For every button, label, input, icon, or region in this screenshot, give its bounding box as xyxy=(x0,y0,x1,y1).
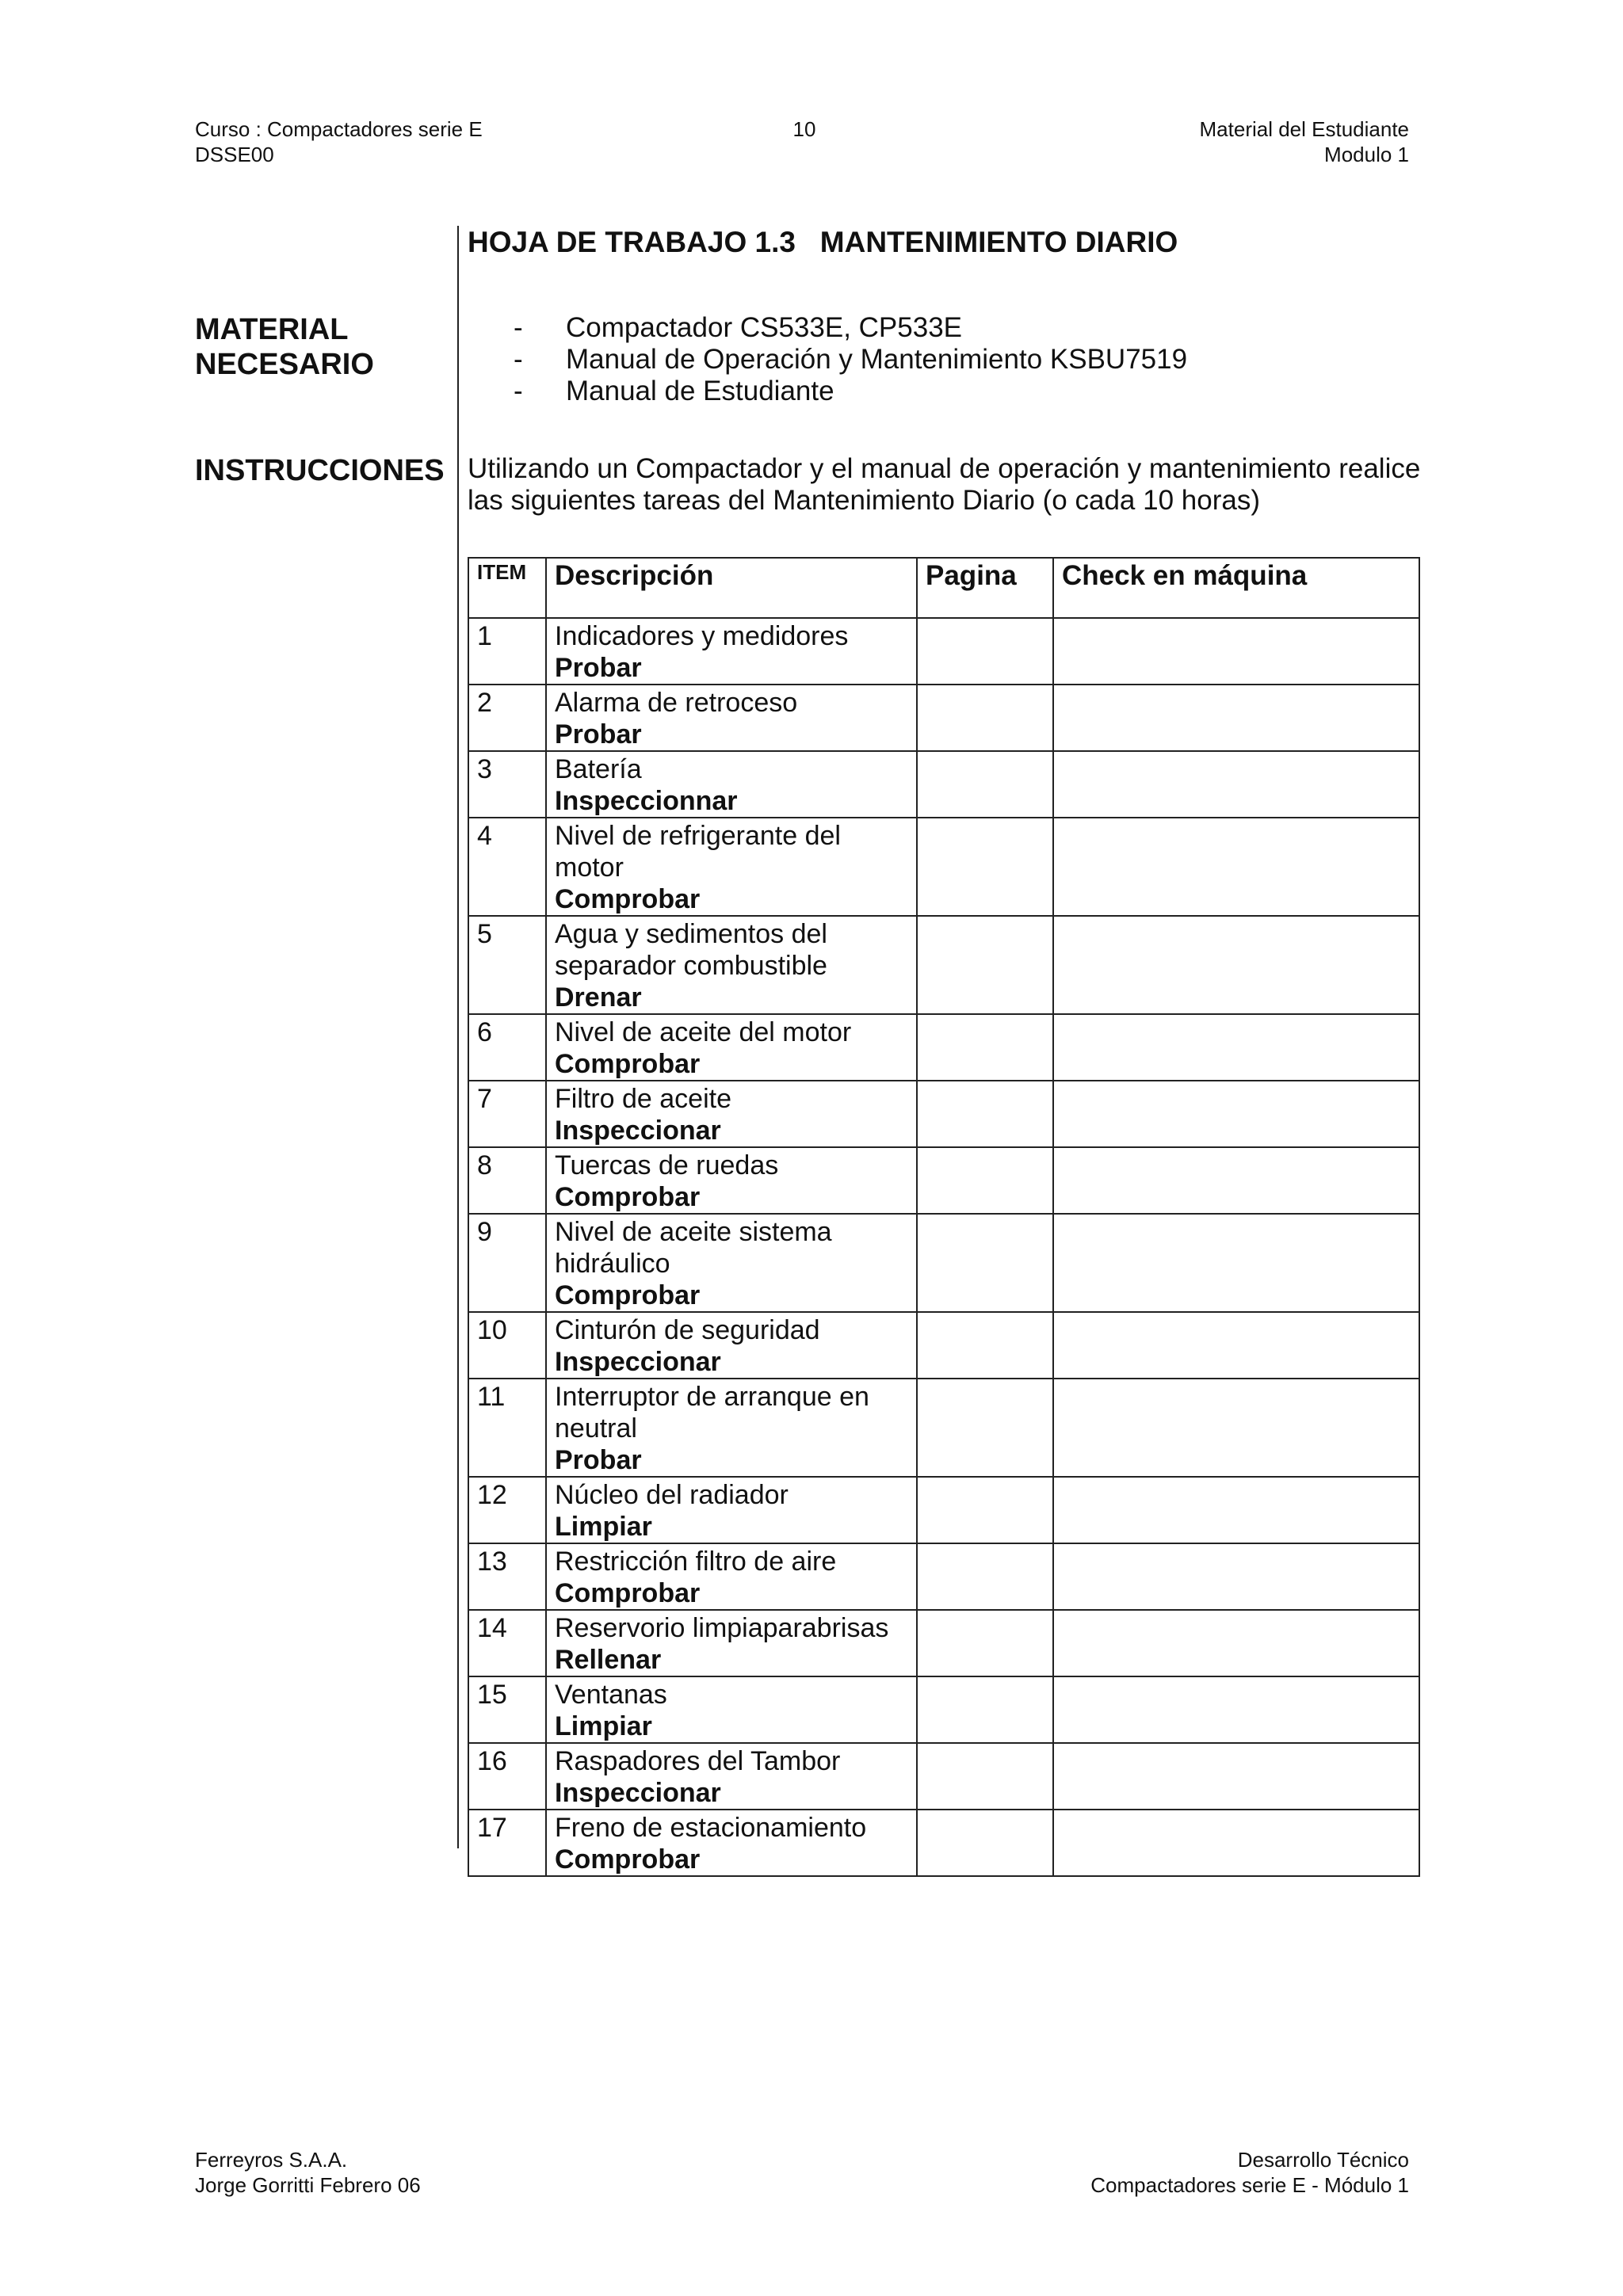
item-description-cell xyxy=(546,1477,917,1543)
item-description: Alarma de retroceso xyxy=(555,688,798,718)
item-description: Indicadores y medidores xyxy=(555,621,849,651)
item-number: 10 xyxy=(468,1312,546,1379)
item-number: 8 xyxy=(468,1147,546,1214)
page-cell[interactable] xyxy=(917,1214,1053,1312)
page-cell[interactable] xyxy=(917,1543,1053,1610)
instructions-text: Utilizando un Compactador y el manual de operación y mantenimiento realice las siguientes tareas del Mantenimiento Diario (o cada 10 horas) xyxy=(468,453,1421,516)
maintenance-table xyxy=(468,557,1420,1877)
material-list xyxy=(514,312,1187,407)
item-number: 14 xyxy=(468,1610,546,1676)
header-right xyxy=(1200,116,1409,167)
material-label xyxy=(195,312,374,382)
table-row xyxy=(468,1743,1419,1810)
item-description-cell xyxy=(546,685,917,751)
material-item: - Compactador CS533E, CP533E xyxy=(514,312,962,343)
table-header-row xyxy=(468,558,1419,618)
page-cell[interactable] xyxy=(917,1014,1053,1081)
item-number: 16 xyxy=(468,1743,546,1810)
item-number: 1 xyxy=(468,618,546,685)
item-action: Probar xyxy=(555,653,642,683)
check-cell[interactable] xyxy=(1053,618,1419,685)
material-item: - Manual de Estudiante xyxy=(514,376,834,406)
item-description-cell xyxy=(546,1014,917,1081)
item-description: Raspadores del Tambor xyxy=(555,1746,841,1776)
item-action: Inspeccionar xyxy=(555,1347,721,1377)
item-number: 12 xyxy=(468,1477,546,1543)
material-item-text: Compactador CS533E, CP533E xyxy=(566,312,962,343)
item-description-cell xyxy=(546,1147,917,1214)
table-row xyxy=(468,1676,1419,1743)
item-number: 3 xyxy=(468,751,546,818)
material-label-line1: MATERIAL xyxy=(195,313,349,346)
page-number: 10 xyxy=(792,117,816,141)
item-number: 5 xyxy=(468,916,546,1014)
page-cell[interactable] xyxy=(917,1610,1053,1676)
check-cell[interactable] xyxy=(1053,685,1419,751)
item-description: Batería xyxy=(555,754,642,784)
check-cell[interactable] xyxy=(1053,751,1419,818)
footer-course-module: Compactadores serie E - Módulo 1 xyxy=(1090,2173,1409,2197)
item-description: Tuercas de ruedas xyxy=(555,1150,779,1180)
item-action: Inspeccionar xyxy=(555,1778,721,1808)
item-action: Rellenar xyxy=(555,1645,662,1675)
header-module: Modulo 1 xyxy=(1324,143,1409,166)
item-action: Inspeccionnar xyxy=(555,786,738,816)
item-description-cell xyxy=(546,618,917,685)
item-description-cell xyxy=(546,1743,917,1810)
item-description: Nivel de refrigerante del motor xyxy=(555,821,841,883)
page-cell[interactable] xyxy=(917,1312,1053,1379)
header-material-type: Material del Estudiante xyxy=(1199,117,1409,141)
item-description-cell xyxy=(546,1379,917,1477)
check-cell[interactable] xyxy=(1053,1477,1419,1543)
col-header-item: ITEM xyxy=(468,558,546,618)
table-row xyxy=(468,618,1419,685)
check-cell[interactable] xyxy=(1053,818,1419,916)
item-number: 15 xyxy=(468,1676,546,1743)
item-description: Interruptor de arranque en neutral xyxy=(555,1382,869,1444)
page-cell[interactable] xyxy=(917,1810,1053,1876)
item-number: 4 xyxy=(468,818,546,916)
table-row xyxy=(468,1081,1419,1147)
item-description: Cinturón de seguridad xyxy=(555,1315,820,1345)
check-cell[interactable] xyxy=(1053,1081,1419,1147)
table-row xyxy=(468,1477,1419,1543)
col-header-page: Pagina xyxy=(917,558,1053,618)
item-action: Probar xyxy=(555,719,642,749)
table-row xyxy=(468,1214,1419,1312)
page-cell[interactable] xyxy=(917,618,1053,685)
item-action: Limpiar xyxy=(555,1512,652,1542)
check-cell[interactable] xyxy=(1053,1810,1419,1876)
page-cell[interactable] xyxy=(917,1477,1053,1543)
item-description: Nivel de aceite del motor xyxy=(555,1017,852,1047)
item-description: Nivel de aceite sistema hidráulico xyxy=(555,1217,832,1279)
instructions-label: INSTRUCCIONES xyxy=(195,454,445,487)
page-cell[interactable] xyxy=(917,1081,1053,1147)
item-action: Inspeccionar xyxy=(555,1116,721,1146)
item-action: Comprobar xyxy=(555,1280,701,1310)
check-cell[interactable] xyxy=(1053,1014,1419,1081)
table-row xyxy=(468,685,1419,751)
worksheet-title: HOJA DE TRABAJO 1.3 MANTENIMIENTO DIARIO xyxy=(468,226,1178,258)
header-left xyxy=(195,116,483,167)
table-row xyxy=(468,916,1419,1014)
item-description: Freno de estacionamiento xyxy=(555,1813,867,1843)
item-action: Comprobar xyxy=(555,1182,701,1212)
table-row xyxy=(468,1379,1419,1477)
page-cell[interactable] xyxy=(917,1147,1053,1214)
check-cell[interactable] xyxy=(1053,1743,1419,1810)
footer-right xyxy=(1090,2147,1409,2198)
check-cell[interactable] xyxy=(1053,1214,1419,1312)
item-description-cell xyxy=(546,751,917,818)
item-number: 7 xyxy=(468,1081,546,1147)
header-code: DSSE00 xyxy=(195,143,274,166)
page-cell[interactable] xyxy=(917,1676,1053,1743)
check-cell[interactable] xyxy=(1053,1610,1419,1676)
item-description-cell xyxy=(546,1081,917,1147)
table-row xyxy=(468,1147,1419,1214)
table-row xyxy=(468,751,1419,818)
item-description: Reservorio limpiaparabrisas xyxy=(555,1613,889,1643)
page-cell[interactable] xyxy=(917,916,1053,1014)
item-number: 6 xyxy=(468,1014,546,1081)
col-header-check: Check en máquina xyxy=(1053,558,1419,618)
item-number: 11 xyxy=(468,1379,546,1477)
item-description-cell xyxy=(546,1543,917,1610)
material-item-text: Manual de Operación y Mantenimiento KSBU7519 xyxy=(566,344,1188,375)
col-header-description: Descripción xyxy=(546,558,917,618)
item-action: Comprobar xyxy=(555,1844,701,1875)
page-cell[interactable] xyxy=(917,1379,1053,1477)
item-action: Probar xyxy=(555,1445,642,1475)
page-cell[interactable] xyxy=(917,1743,1053,1810)
item-number: 17 xyxy=(468,1810,546,1876)
table-row xyxy=(468,1312,1419,1379)
item-description-cell xyxy=(546,1214,917,1312)
header-course: Curso : Compactadores serie E xyxy=(195,117,483,141)
item-number: 2 xyxy=(468,685,546,751)
check-cell[interactable] xyxy=(1053,916,1419,1014)
item-description-cell xyxy=(546,1610,917,1676)
item-description-cell xyxy=(546,1312,917,1379)
item-action: Drenar xyxy=(555,982,642,1013)
table-body xyxy=(468,618,1419,1876)
vertical-divider xyxy=(457,226,459,1848)
item-description: Ventanas xyxy=(555,1680,667,1710)
check-cell[interactable] xyxy=(1053,1147,1419,1214)
item-description-cell xyxy=(546,916,917,1014)
material-item: - Manual de Operación y Mantenimiento KSBU7519 xyxy=(514,344,1188,375)
footer-department: Desarrollo Técnico xyxy=(1237,2148,1409,2172)
table-row xyxy=(468,1543,1419,1610)
material-label-line2: NECESARIO xyxy=(195,348,374,381)
material-item-text: Manual de Estudiante xyxy=(566,376,834,406)
item-description: Filtro de aceite xyxy=(555,1084,731,1114)
item-description: Agua y sedimentos del separador combustible xyxy=(555,919,827,981)
check-cell[interactable] xyxy=(1053,1676,1419,1743)
item-action: Comprobar xyxy=(555,1578,701,1608)
item-description: Núcleo del radiador xyxy=(555,1480,789,1510)
item-action: Limpiar xyxy=(555,1711,652,1741)
table-row xyxy=(468,818,1419,916)
table-row xyxy=(468,1810,1419,1876)
item-number: 9 xyxy=(468,1214,546,1312)
item-action: Comprobar xyxy=(555,884,701,914)
item-description-cell xyxy=(546,818,917,916)
check-cell[interactable] xyxy=(1053,1543,1419,1610)
item-description-cell xyxy=(546,1676,917,1743)
page-cell[interactable] xyxy=(917,751,1053,818)
table-row xyxy=(468,1610,1419,1676)
footer-author-date: Jorge Gorritti Febrero 06 xyxy=(195,2173,421,2197)
item-description-cell xyxy=(546,1810,917,1876)
footer-left xyxy=(195,2147,421,2198)
page-cell[interactable] xyxy=(917,685,1053,751)
item-description: Restricción filtro de aire xyxy=(555,1547,837,1577)
page-cell[interactable] xyxy=(917,818,1053,916)
check-cell[interactable] xyxy=(1053,1312,1419,1379)
table-row xyxy=(468,1014,1419,1081)
check-cell[interactable] xyxy=(1053,1379,1419,1477)
item-number: 13 xyxy=(468,1543,546,1610)
item-action: Comprobar xyxy=(555,1049,701,1079)
footer-company: Ferreyros S.A.A. xyxy=(195,2148,348,2172)
